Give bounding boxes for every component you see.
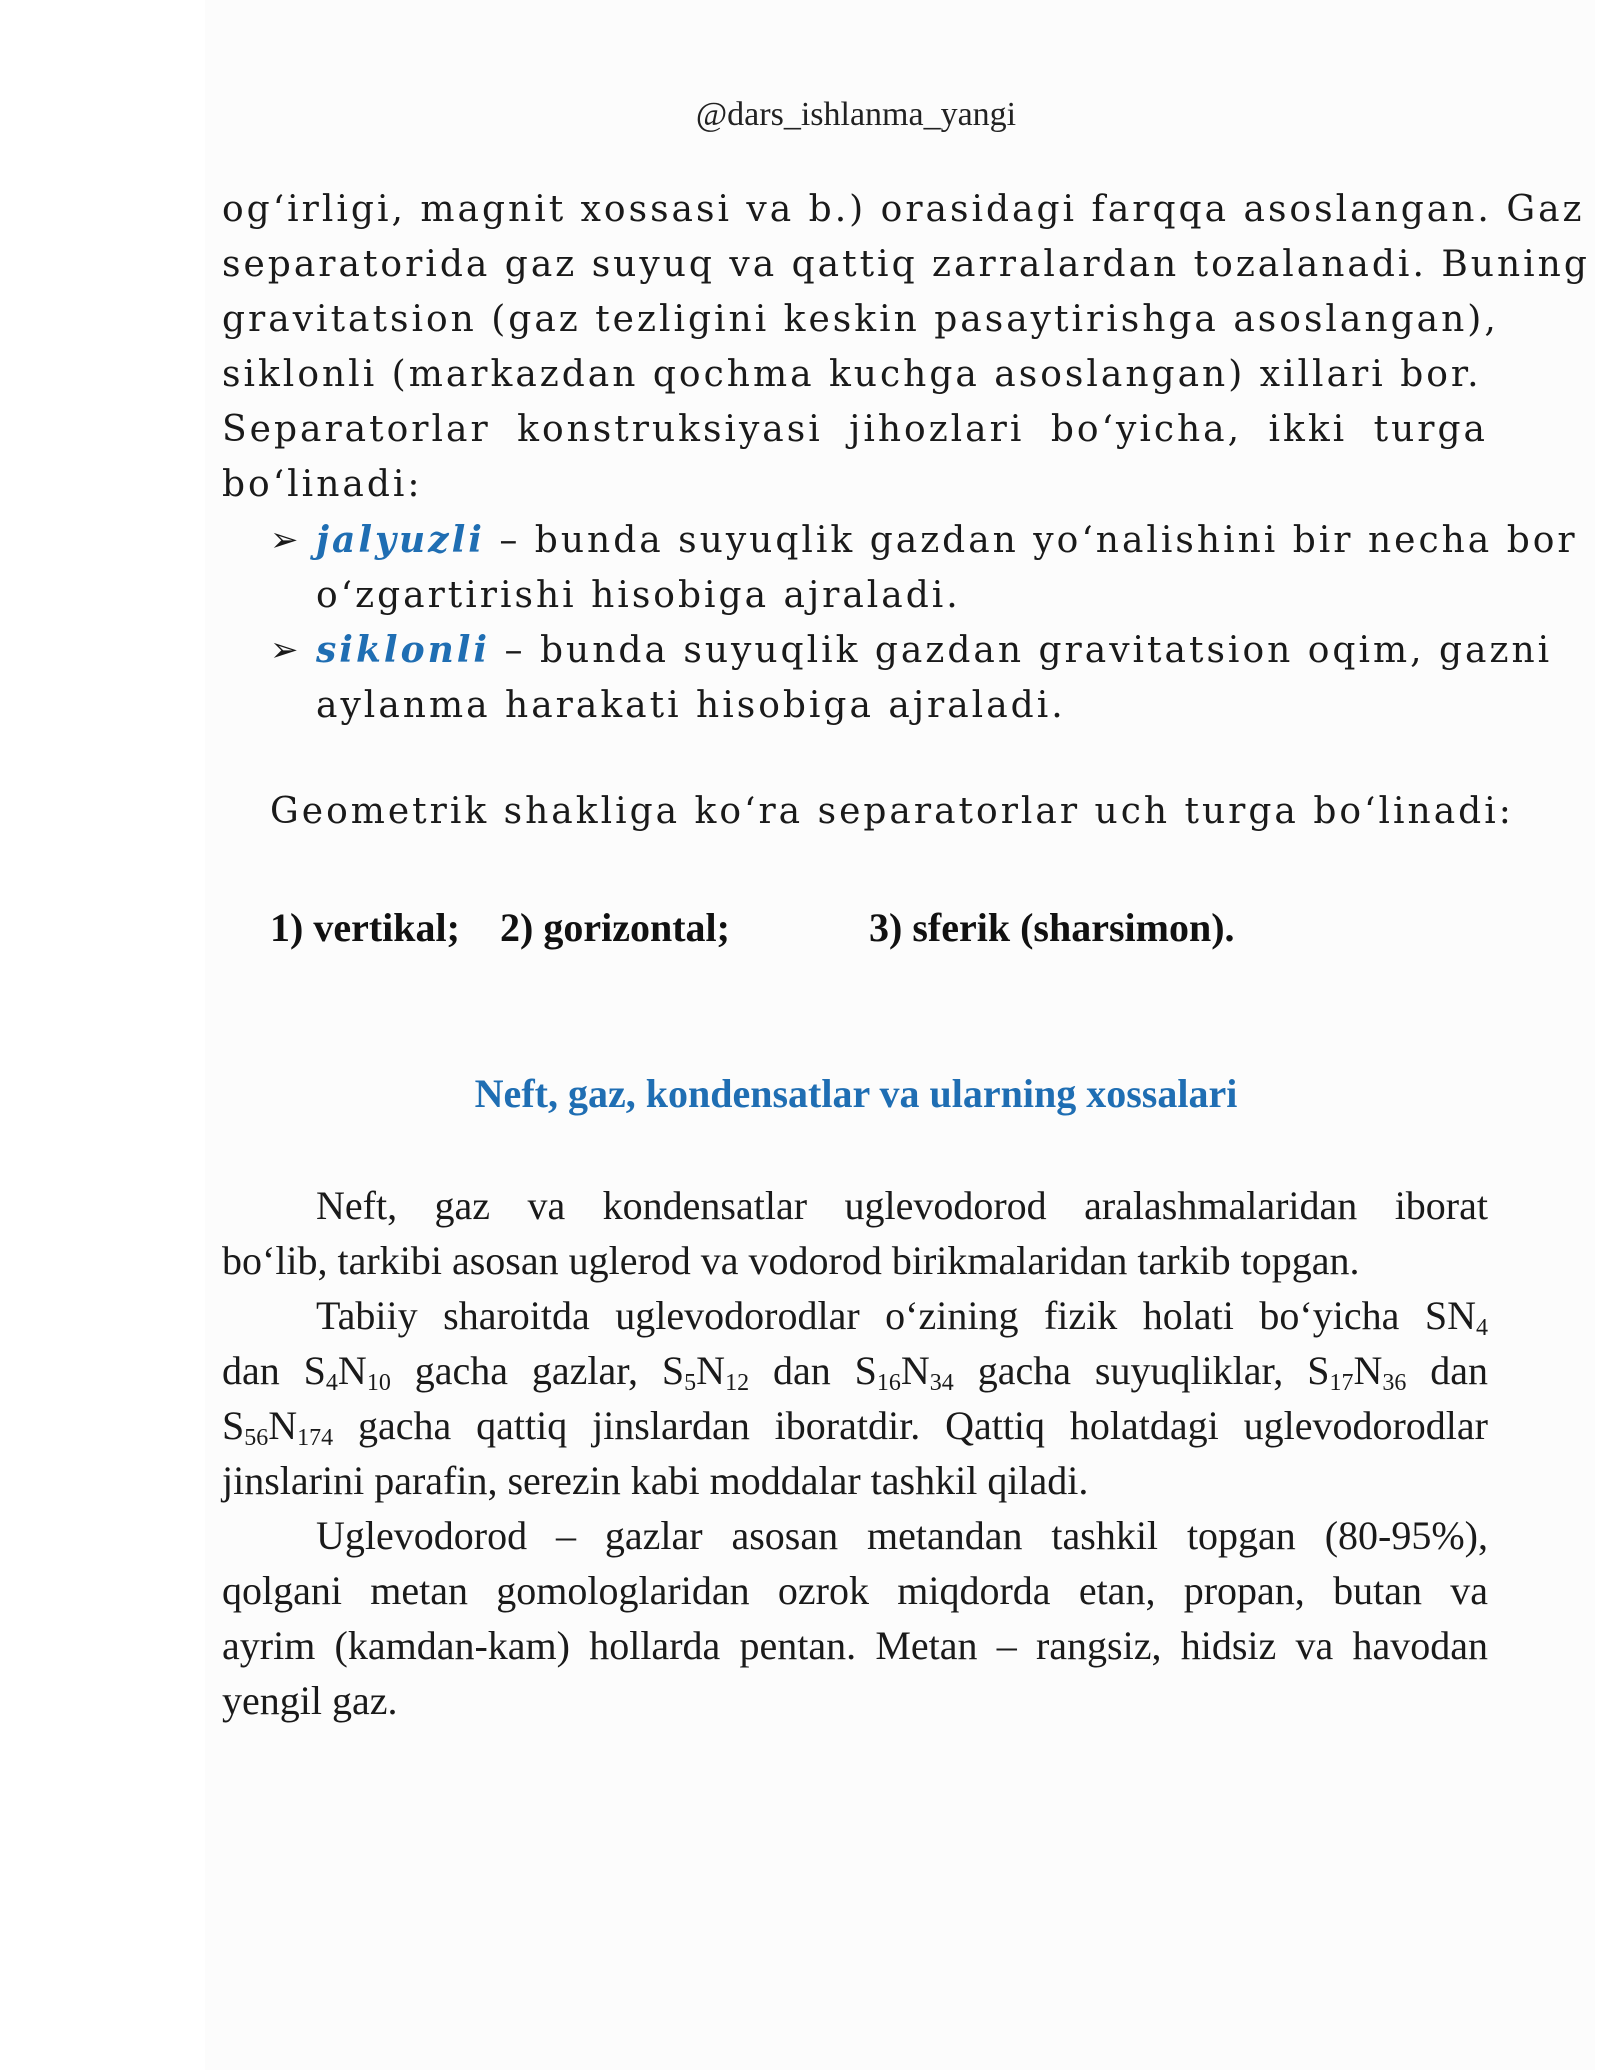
bullet-item-siklonli (270, 623, 1553, 733)
intro-line-5: Separatorlar konstruksiyasi jihozlari bo‘yicha, ikki turga (222, 409, 1488, 450)
term-jalyuzli: jalyuzli (316, 519, 485, 561)
intro-paragraph (222, 182, 1590, 512)
p2-line-4: jinslarini parafin, serezin kabi moddalar tashkil qiladi. (222, 1458, 1089, 1503)
bullet-line-2: aylanma harakati hisobiga ajraladi. (316, 685, 1066, 726)
type-spherical: 3) sferik (sharsimon). (869, 905, 1235, 950)
bullet-line-1: jalyuzli – bunda suyuqlik gazdan yo‘nalishini bir necha bor (316, 519, 1578, 561)
arrow-bullet-icon: ➢ (270, 630, 299, 670)
p2-line-2: dan $S_4N_{10}$ gacha gazlar, $S_5N_{12}$ dan $S_{16}N_{34}$ gacha suyuqliklar, $S_{17}N_{36}$ dan (222, 1348, 1488, 1396)
arrow-bullet-icon: ➢ (270, 520, 299, 560)
p1-line-1: Neft, gaz va kondensatlar uglevodorod aralashmalaridan iborat (316, 1183, 1488, 1228)
intro-line-6: bo‘linadi: (222, 464, 423, 505)
section-heading: Neft, gaz, kondensatlar va ularning xossalari (474, 1071, 1238, 1116)
intro-line-2: separatorida gaz suyuq va qattiq zarralardan tozalanadi. Buning (222, 244, 1590, 285)
bullet-line-1: siklonli – bunda suyuqlik gazdan gravitatsion oqim, gazni (316, 629, 1553, 671)
p3-line-3: ayrim (kamdan-kam) hollarda pentan. Metan – rangsiz, hidsiz va havodan (222, 1623, 1488, 1668)
intro-line-3: gravitatsion (gaz tezligini keskin pasaytirishga asoslangan), (222, 299, 1499, 340)
bullet-item-jalyuzli (270, 513, 1578, 623)
geometric-sentence: Geometrik shakliga ko‘ra separatorlar uch turga bo‘linadi: (270, 791, 1514, 832)
intro-line-4: siklonli (markazdan qochma kuchga asoslangan) xillari bor. (222, 354, 1482, 395)
p1-line-2: bo‘lib, tarkibi asosan uglerod va vodorod birikmalaridan tarkib topgan. (222, 1238, 1360, 1283)
intro-line-1: og‘irligi, magnit xossasi va b.) orasidagi farqqa asoslangan. Gaz (222, 189, 1585, 230)
type-horizontal: 2) gorizontal; (500, 905, 730, 950)
paragraph-2 (222, 1288, 1488, 1508)
p2-line-1: Tabiiy sharoitda uglevodorodlar o‘zining fizik holati bo‘yicha $SN_4$ (316, 1293, 1488, 1341)
type-vertical: 1) vertikal; (270, 905, 460, 950)
p3-line-4: yengil gaz. (222, 1678, 398, 1723)
paragraph-1 (222, 1178, 1488, 1288)
bullet-line-2: o‘zgartirishi hisobiga ajraladi. (316, 575, 961, 616)
p2-line-3: $S_{56}N_{174}$ gacha qattiq jinslardan iboratdir. Qattiq holatdagi uglevodorodlar (222, 1403, 1488, 1451)
p3-line-2: qolgani metan gomologlaridan ozrok miqdorda etan, propan, butan va (222, 1568, 1488, 1613)
watermark-header: @dars_ishlanma_yangi (695, 96, 1017, 133)
paragraph-3 (222, 1508, 1488, 1728)
term-siklonli: siklonli (316, 629, 491, 671)
p3-line-1: Uglevodorod – gazlar asosan metandan tashkil topgan (80-95%), (316, 1513, 1488, 1558)
